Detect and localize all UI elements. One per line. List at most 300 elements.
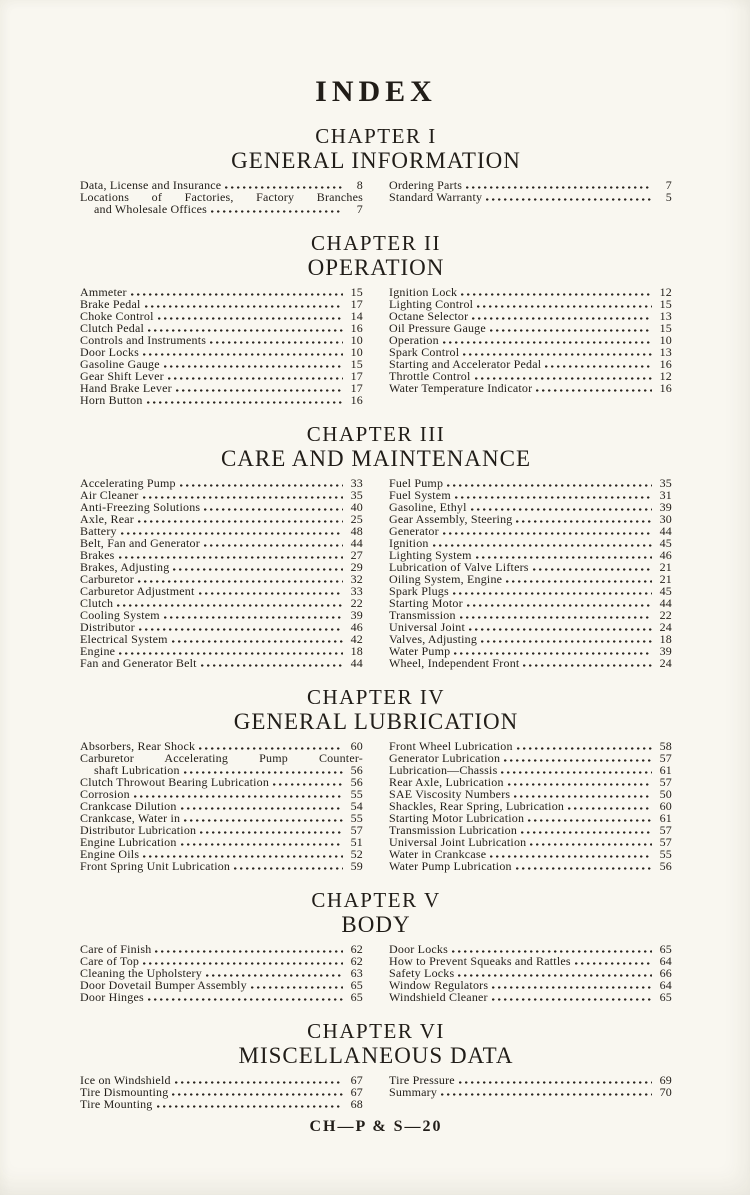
entry-label: Lighting Control [389,297,474,311]
dot-leader [492,998,652,1001]
chapter-columns [80,286,672,406]
dot-leader [501,771,652,774]
entry-label: Clutch Throwout Bearing Lubrication [80,775,270,789]
entry-page: 65 [659,942,672,956]
page-footer: CH—P & S—20 [309,1118,443,1135]
entry-label: Door Dovetail Bumper Assembly [80,978,247,992]
dot-leader [181,843,343,846]
chapter-heading: CHAPTER IV [306,685,446,709]
entry-page: 64 [659,954,672,968]
entry-page: 56 [659,859,672,873]
entry-label: Water Temperature Indicator [389,381,533,395]
entry-page: 15 [659,321,672,335]
dot-leader [200,831,343,834]
entry-label: Brakes [80,548,115,562]
entry-page: 16 [350,393,363,407]
column-left [80,943,363,1003]
entry-page: 10 [659,333,672,347]
entry-label: and Wholesale Offices [94,202,208,216]
dot-leader [145,305,343,308]
chapter-subtitle: CARE AND MAINTENANCE [220,446,532,471]
entry-page: 57 [659,823,672,837]
entry-page: 35 [659,476,672,490]
entry-label: Water in Crankcase [389,847,487,861]
entry-label: Clutch [80,596,114,610]
entry-page: 16 [350,321,363,335]
chapter-subtitle: MISCELLANEOUS DATA [238,1043,514,1068]
chapter-heading: CHAPTER I [315,124,437,148]
index-entry [389,991,672,1003]
entry-page: 57 [659,775,672,789]
entry-label: Corrosion [80,787,130,801]
entry-page: 17 [350,369,363,383]
entry-label: Octane Selector [389,309,469,323]
dot-leader [117,604,343,607]
dot-leader [138,520,343,523]
entry-label: Generator Lubrication [389,751,501,765]
entry-page: 45 [659,584,672,598]
dot-leader [210,341,343,344]
entry-page: 66 [659,966,672,980]
entry-label: Electrical System [80,632,168,646]
entry-label: Universal Joint Lubrication [389,835,527,849]
dot-leader [251,986,343,989]
dot-leader [158,317,343,320]
dot-leader [155,950,343,953]
column-right [389,740,672,872]
dot-leader [180,484,343,487]
dot-leader [467,604,652,607]
dot-leader [461,293,652,296]
dot-leader [433,544,652,547]
entry-label: Fan and Generator Belt [80,656,197,670]
entry-page: 56 [350,775,363,789]
dot-leader [492,986,652,989]
entry-page: 17 [350,381,363,395]
chapter-heading: CHAPTER V [311,888,441,912]
entry-page: 70 [659,1085,672,1099]
entry-label: Tire Dismounting [80,1085,169,1099]
entry-page: 65 [659,990,672,1004]
column-right [389,477,672,669]
entry-label: Valves, Adjusting [389,632,478,646]
entry-page: 14 [350,309,363,323]
chapter-subtitle: GENERAL LUBRICATION [233,709,519,734]
column-left [80,1074,363,1110]
entry-page: 46 [350,620,363,634]
entry-page: 57 [659,751,672,765]
entry-page: 57 [659,835,672,849]
dot-leader [225,186,343,189]
entry-label: Ignition [389,536,429,550]
entry-label: Ignition Lock [389,285,458,299]
entry-label: Anti-Freezing Solutions [80,500,201,514]
dot-leader [466,186,652,189]
dot-leader [504,759,652,762]
entry-page: 15 [350,285,363,299]
entry-page: 55 [350,811,363,825]
index-entry [80,394,363,406]
dot-leader [139,628,343,631]
chapter-columns [80,179,672,215]
entry-label: Door Locks [80,345,139,359]
dot-leader [164,616,343,619]
entry-label: Rear Axle, Lubrication [389,775,504,789]
dot-leader [486,198,652,201]
dot-leader [143,855,343,858]
entry-label: Carburetor Adjustment [80,584,195,598]
dot-leader [181,807,343,810]
entry-page: 58 [659,739,672,753]
entry-page: 55 [659,847,672,861]
chapter-heading: CHAPTER II [311,231,441,255]
dot-leader [506,580,652,583]
dot-leader [157,1105,343,1108]
index-entry [389,382,672,394]
dot-leader [175,1081,343,1084]
entry-label: Axle, Rear [80,512,134,526]
entry-label: Controls and Instruments [80,333,207,347]
entry-page: 12 [659,369,672,383]
entry-label: Windshield Cleaner [389,990,488,1004]
index-entry [389,860,672,872]
entry-label: How to Prevent Squeaks and Rattles [389,954,571,968]
dot-leader [523,664,652,667]
dot-leader [234,867,343,870]
entry-page: 39 [659,500,672,514]
dot-leader [508,783,652,786]
dot-leader [184,819,343,822]
dot-leader [121,532,343,535]
entry-page: 15 [350,357,363,371]
dot-leader [481,640,652,643]
entry-label: Brakes, Adjusting [80,560,170,574]
column-left [80,740,363,872]
entry-label: Operation [389,333,439,347]
index-entry [80,657,363,669]
column-left [80,179,363,215]
entry-label: Gasoline, Ethyl [389,500,467,514]
entry-page: 55 [350,787,363,801]
entry-label: Standard Warranty [389,190,483,204]
entry-label: Starting and Accelerator Pedal [389,357,542,371]
entry-label: Accelerating Pump [80,476,176,490]
page-title: INDEX [315,75,437,108]
dot-leader [521,831,652,834]
entry-label: Absorbers, Rear Shock [80,739,196,753]
dot-leader [148,329,343,332]
entry-label: Cooling System [80,608,160,622]
chapter-subtitle: OPERATION [307,255,445,280]
entry-label: Starting Motor Lubrication [389,811,525,825]
index-entry [80,537,363,549]
entry-page: 46 [659,548,672,562]
entry-page: 22 [350,596,363,610]
entry-page: 7 [665,178,672,192]
entry-page: 63 [350,966,363,980]
entry-page: 31 [659,488,672,502]
dot-leader [172,1093,343,1096]
entry-page: 51 [350,835,363,849]
entry-page: 44 [350,656,363,670]
column-right [389,943,672,1003]
entry-label: shaft Lubrication [94,763,180,777]
dot-leader [211,210,343,213]
chapter-heading: CHAPTER VI [307,1019,445,1043]
entry-page: 7 [356,202,363,216]
dot-leader [477,305,652,308]
dot-leader [131,293,343,296]
entry-page: 62 [350,954,363,968]
dot-leader [147,401,343,404]
entry-page: 44 [659,524,672,538]
entry-page: 13 [659,345,672,359]
chapter-columns [80,1074,672,1110]
entry-label: SAE Viscosity Numbers [389,787,511,801]
entry-page: 5 [665,190,672,204]
chapter-columns [80,477,672,669]
entry-page: 18 [659,632,672,646]
entry-page: 65 [350,990,363,1004]
entry-page: 32 [350,572,363,586]
dot-leader [441,1093,652,1096]
chapter-section-5 [80,888,672,1003]
dot-leader [516,520,652,523]
entry-label: Carburetor [80,572,134,586]
dot-leader [443,532,652,535]
entry-page: 44 [659,596,672,610]
entry-label: Wheel, Independent Front [389,656,520,670]
dot-leader [273,783,343,786]
dot-leader [119,652,343,655]
entry-label: Front Wheel Lubrication [389,739,513,753]
dot-leader [533,568,652,571]
entry-label: Water Pump [389,644,451,658]
entry-label: Transmission Lubrication [389,823,518,837]
entry-page: 10 [350,345,363,359]
dot-leader [447,484,652,487]
entry-label: Battery [80,524,117,538]
entry-page: 8 [356,178,363,192]
entry-label: Spark Plugs [389,584,449,598]
dot-leader [514,795,652,798]
dot-leader [458,974,652,977]
dot-leader [119,556,343,559]
index-entry [80,860,363,872]
entry-page: 15 [659,297,672,311]
entry-page: 33 [350,476,363,490]
entry-continuation-line: Carburetor Accelerating Pump Counter- [80,751,363,765]
entry-label: Lighting System [389,548,472,562]
entry-label: Door Hinges [80,990,144,1004]
entry-label: Shackles, Rear Spring, Lubrication [389,799,565,813]
index-entry [80,585,363,597]
entry-label: Clutch Pedal [80,321,145,335]
entry-label: Gasoline Gauge [80,357,160,371]
entry-label: Lubrication—Chassis [389,763,498,777]
entry-label: Spark Control [389,345,460,359]
column-left [80,286,363,406]
entry-label: Engine Oils [80,847,140,861]
entry-label: Distributor [80,620,135,634]
dot-leader [516,867,652,870]
dot-leader [176,389,343,392]
dot-leader [148,998,343,1001]
entry-page: 50 [659,787,672,801]
entry-label: Distributor Lubrication [80,823,197,837]
entry-page: 13 [659,309,672,323]
dot-leader [472,317,652,320]
dot-leader [475,377,652,380]
entry-page: 59 [350,859,363,873]
column-right [389,179,672,215]
index-entry [389,1086,672,1098]
entry-label: Crankcase Dilution [80,799,177,813]
entry-label: Engine Lubrication [80,835,177,849]
dot-leader [528,819,652,822]
entry-label: Safety Locks [389,966,455,980]
chapter-columns [80,740,672,872]
column-left [80,477,363,669]
entry-label: Care of Top [80,954,140,968]
entry-page: 68 [350,1097,363,1111]
dot-leader [143,353,343,356]
dot-leader [490,329,652,332]
entry-page: 30 [659,512,672,526]
column-right [389,286,672,406]
entry-label: Throttle Control [389,369,471,383]
entry-page: 21 [659,560,672,574]
entry-label: Tire Pressure [389,1073,455,1087]
chapters [80,124,672,1110]
chapter-section-4 [80,685,672,872]
dot-leader [204,544,343,547]
index-entry [80,203,363,215]
entry-label: Data, License and Insurance [80,178,222,192]
entry-page: 62 [350,942,363,956]
entry-page: 60 [350,739,363,753]
index-entry [80,991,363,1003]
chapter-columns [80,943,672,1003]
entry-label: Oil Pressure Gauge [389,321,486,335]
chapter-subtitle: BODY [341,912,411,937]
entry-label: Water Pump Lubrication [389,859,512,873]
entry-label: Fuel Pump [389,476,444,490]
dot-leader [454,652,652,655]
dot-leader [517,747,652,750]
entry-label: Window Regulators [389,978,489,992]
entry-label: Transmission [389,608,456,622]
dot-leader [471,508,652,511]
dot-leader [173,568,343,571]
entry-page: 17 [350,297,363,311]
index-entry [389,657,672,669]
index-entry [80,633,363,645]
entry-page: 61 [659,763,672,777]
entry-page: 54 [350,799,363,813]
chapter-subtitle: GENERAL INFORMATION [231,148,521,173]
dot-leader [459,1081,652,1084]
index-entry [389,525,672,537]
entry-label: Brake Pedal [80,297,141,311]
chapter-section-2 [80,231,672,406]
entry-page: 56 [350,763,363,777]
entry-label: Starting Motor [389,596,463,610]
entry-page: 52 [350,847,363,861]
entry-page: 24 [659,656,672,670]
entry-page: 12 [659,285,672,299]
entry-page: 64 [659,978,672,992]
index-entry [80,1098,363,1110]
entry-label: Oiling System, Engine [389,572,503,586]
entry-page: 39 [350,608,363,622]
entry-label: Care of Finish [80,942,152,956]
entry-label: Crankcase, Water in [80,811,181,825]
chapter-section-3 [80,422,672,669]
dot-leader [143,962,343,965]
entry-label: Belt, Fan and Generator [80,536,200,550]
index-entry [389,191,672,203]
entry-label: Horn Button [80,393,143,407]
dot-leader [204,508,343,511]
dot-leader [134,795,343,798]
dot-leader [476,556,652,559]
entry-label: Summary [389,1085,438,1099]
dot-leader [206,974,343,977]
dot-leader [172,640,343,643]
entry-page: 21 [659,572,672,586]
entry-label: Air Cleaner [80,488,139,502]
entry-label: Front Spring Unit Lubrication [80,859,231,873]
entry-page: 22 [659,608,672,622]
entry-label: Tire Mounting [80,1097,153,1111]
entry-page: 67 [350,1085,363,1099]
entry-label: Door Locks [389,942,448,956]
entry-label: Universal Joint [389,620,465,634]
entry-label: Cleaning the Upholstery [80,966,202,980]
dot-leader [469,628,652,631]
entry-page: 45 [659,536,672,550]
entry-page: 60 [659,799,672,813]
entry-page: 57 [350,823,363,837]
entry-page: 18 [350,644,363,658]
entry-page: 10 [350,333,363,347]
entry-page: 27 [350,548,363,562]
dot-leader [463,353,652,356]
entry-label: Gear Shift Lever [80,369,164,383]
dot-leader [568,807,652,810]
entry-page: 69 [659,1073,672,1087]
dot-leader [199,592,343,595]
entry-continuation-line: Locations of Factories, Factory Branches [80,190,363,204]
chapter-section-1 [80,124,672,215]
dot-leader [168,377,343,380]
entry-page: 35 [350,488,363,502]
dot-leader [143,496,343,499]
entry-label: Lubrication of Valve Lifters [389,560,529,574]
dot-leader [184,771,343,774]
index-entry [80,513,363,525]
entry-page: 65 [350,978,363,992]
dot-leader [452,950,652,953]
dot-leader [460,616,652,619]
entry-page: 44 [350,536,363,550]
entry-page: 40 [350,500,363,514]
entry-label: Fuel System [389,488,451,502]
entry-label: Engine [80,644,116,658]
entry-label: Ordering Parts [389,178,463,192]
entry-page: 24 [659,620,672,634]
